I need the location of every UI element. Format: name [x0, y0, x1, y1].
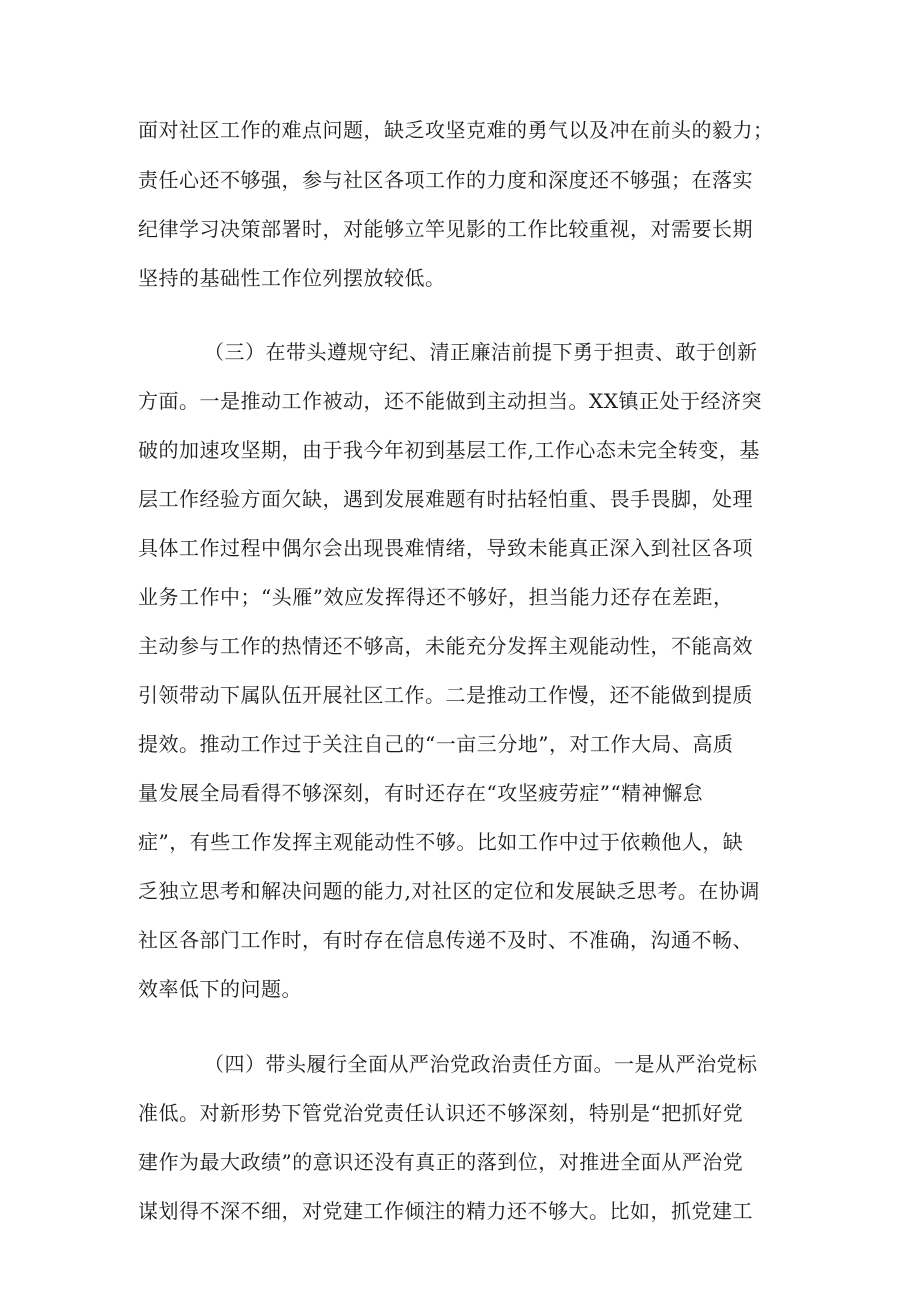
text-line: 主动参与工作的热情还不够高，未能充分发挥主观能动性，不能高效 [138, 634, 753, 658]
section-heading-line: （三）在带头遵规守纪、清正廉洁前提下勇于担责、敢于创新 [204, 340, 758, 364]
text-line: 面对社区工作的难点问题，缺乏攻坚克难的勇气以及冲在前头的毅力； [138, 118, 774, 142]
text-line: 坚持的基础性工作位列摆放较低。 [138, 266, 446, 290]
text-line: 量发展全局看得不够深刻，有时还存在“攻坚疲劳症”“精神懈怠 [138, 781, 704, 805]
text-line: 准低。对新形势下管党治党责任认识还不够深刻，特别是“把抓好党 [138, 1101, 744, 1125]
text-line: 提效。推动工作过于关注自己的“一亩三分地”，对工作大局、高质 [138, 732, 734, 756]
text-line: 责任心还不够强，参与社区各项工作的力度和深度还不够强；在落实 [138, 168, 753, 192]
text-line: 破的加速攻坚期，由于我今年初到基层工作,工作心态未完全转变，基 [138, 438, 760, 462]
text-line: 业务工作中；“头雁”效应发挥得还不够好，担当能力还存在差距， [138, 585, 734, 609]
text-line: 效率低下的问题。 [138, 977, 302, 1001]
section-heading-line: （四）带头履行全面从严治党政治责任方面。一是从严治党标 [204, 1052, 758, 1076]
text-line: 具体工作过程中偶尔会出现畏难情绪，导致未能真正深入到社区各项 [138, 536, 753, 560]
text-line: 谋划得不深不细，对党建工作倾注的精力还不够大。比如，抓党建工 [138, 1199, 753, 1223]
text-line: 纪律学习决策部署时，对能够立竿见影的工作比较重视，对需要长期 [138, 217, 753, 241]
text-line: 引领带动下属队伍开展社区工作。二是推动工作慢，还不能做到提质 [138, 683, 753, 707]
text-line: 乏独立思考和解决问题的能力,对社区的定位和发展缺乏思考。在协调 [138, 879, 760, 903]
text-line: 症”，有些工作发挥主观能动性不够。比如工作中过于依赖他人，缺 [138, 830, 744, 854]
text-line: 建作为最大政绩”的意识还没有真正的落到位，对推进全面从严治党 [138, 1150, 744, 1174]
text-line: 层工作经验方面欠缺，遇到发展难题有时拈轻怕重、畏手畏脚，处理 [138, 487, 753, 511]
text-line: 社区各部门工作时，有时存在信息传递不及时、不准确，沟通不畅、 [138, 928, 753, 952]
text-line: 方面。一是推动工作被动，还不能做到主动担当。XX镇正处于经济突 [138, 389, 762, 413]
